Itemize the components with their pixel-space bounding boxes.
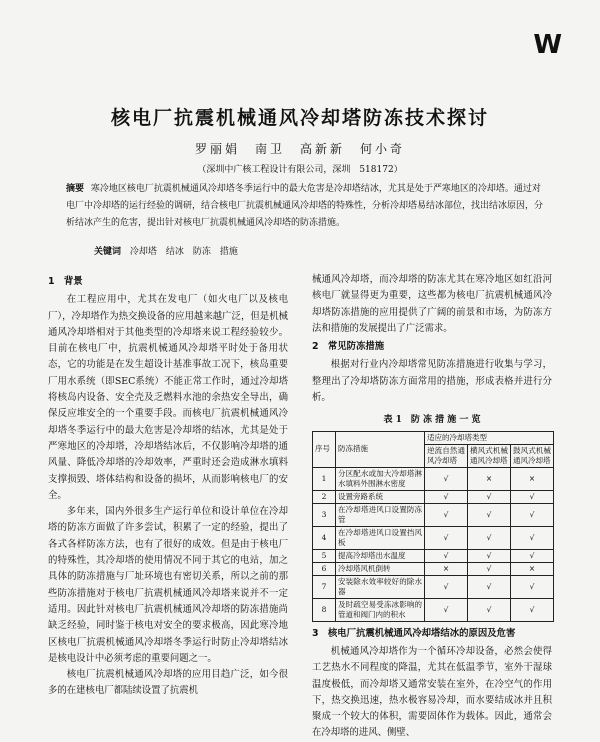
table-header-type: 横风式机械通风冷却塔 [468,444,511,467]
affiliation: （深圳中广核工程设计有限公司，深圳 518172） [197,165,403,175]
table-cell-mark: √ [511,575,554,598]
table-cell-no: 5 [313,549,336,562]
authors: 罗丽娟 南卫 高新新 何小奇 [194,142,405,156]
table-cell-mark: √ [425,598,468,621]
paper-title: 核电厂抗震机械通风冷却塔防冻技术探讨 [110,107,489,129]
table-cell-mark: × [511,467,554,490]
paragraph: 多年来，国内外很多生产运行单位和设计单位在冷却塔的防冻方面做了许多尝试，积累了一定的经验，提出了各式各样防冻方法，也有了很好的成效。但是由于核电厂的特殊性，其冷却塔的使用情况不同于其它的电站，加之具体的防冻措施与厂址环境也有密切关系，所以之前的那些防冻措施对于核电厂抗震机械通风冷却塔来说并不一定适用。因此针对核电厂抗震机械通风冷却塔的防冻措施尚缺乏经验，同时鉴于核电对安全的要求极高，因此寒冷地区核电厂抗震机械通风冷却塔冬季运行时防止冷却塔结冰是核电设计中必须考虑的重要问题之一。 [48,506,288,664]
table-cell-mark: √ [468,598,511,621]
table-cell-mark: √ [511,490,554,503]
table-cell-mark: √ [468,526,511,549]
table-cell-mark: × [468,467,511,490]
table-row [313,562,554,575]
table-header-no: 序号 [313,431,336,467]
table-cell-no: 1 [313,467,336,490]
paragraph: 机械通风冷却塔作为一个循环冷却设备，必然会使得工艺热水不同程度的降温，尤其在低温季节，室外干湿球温度极低，而冷却塔又通常安装在室外，在冷空气的作用下，热交换迅速，热水极容易冷却，而水要结成冰并且积聚成一个较大的体积，需要固体作为载体。因此，通常会在冷却塔的进风、侧壁、 [312,645,552,739]
keywords-text: 冷却塔 结冰 防冻 措施 [129,247,238,257]
table-cell-no: 2 [313,490,336,503]
table-cell-mark: × [425,562,468,575]
table-cell-mark: √ [425,549,468,562]
table-row [313,526,554,549]
table-cell-mark: √ [468,575,511,598]
paragraph: 在工程应用中，尤其在发电厂（如火电厂以及核电厂），冷却塔作为热交换设备的应用越来越广泛，但是机械通风冷却塔相对于其他类型的冷却塔来说工程经验较少。目前在核电厂中，抗震机械通风冷却塔平时处于备用状态，它的功能是在发生超设计基准事故工况下，核岛重要厂用水系统（即SEC系统）不能正常工作时，通过冷却塔将核岛内设备、安全壳及乏燃料水池的余热安全导出，确保反应堆安全的一个重要手段。而核电厂抗震机械通风冷却塔冬季运行中的最大危害是冷却塔的结冰，尤其是处于严寒地区的冷却塔，冷却塔结冰后，不仅影响冷却塔的通风量、降低冷却塔的冷却效率，严重时还会造成淋水填料支撑损毁、塔体结构和设备的损坏，从而影响核电厂的安全。 [48,294,288,501]
table-cell-measure: 分区配水或加大冷却塔淋水填料外围淋水密度 [336,467,425,490]
table-header-measure: 防冻措施 [336,431,425,467]
table-cell-measure: 在冷却塔进风口设置防冻管 [336,503,425,526]
paragraph: 根据对行业内冷却塔常见防冻措施进行收集与学习，整理出了冷却塔防冻方面常用的措施，形成表格并进行分析。 [312,359,552,404]
paragraph: 械通风冷却塔，而冷却塔的防冻尤其在寒冷地区如红沿河核电厂就显得更为重要，这些都为核电厂抗震机械通风冷却塔防冻措施的应用提供了广阔的前景和市场，为防冻方法和措施的发展提出了广泛需求。 [312,274,552,334]
table-cell-measure: 冷却塔风机倒转 [336,562,425,575]
measures-table [312,431,554,622]
table-cell-no: 6 [313,562,336,575]
table-cell-no: 7 [313,575,336,598]
table-cell-measure: 设置旁路系统 [336,490,425,503]
table-cell-mark: √ [511,526,554,549]
abstract-text: 寒冷地区核电厂抗震机械通风冷却塔冬季运行中的最大危害是冷却塔结冰，尤其是处于严寒地区的冷却塔。通过对电厂中冷却塔的运行经验的调研，结合核电厂抗震机械通风冷却塔的特殊性，分析冷却塔易结冰部位，找出结冰原因，分析结冰产生的危害，提出针对核电厂抗震机械通风冷却塔的防冻措施。 [66,184,544,228]
table-cell-mark: √ [425,467,468,490]
table-cell-mark: √ [468,549,511,562]
paragraph: 核电厂抗震机械通风冷却塔的应用目趋广泛，如今很多的在建核电厂都陆续设置了抗震机 [48,669,288,697]
table-cell-mark: √ [425,526,468,549]
table-row [313,575,554,598]
table-cell-measure: 及时疏空易受冻冰影响的管道和阀门内的积水 [336,598,425,621]
table-cell-mark: √ [511,598,554,621]
journal-logo: W [533,30,558,60]
table-cell-mark: √ [511,549,554,562]
table-cell-mark: √ [468,503,511,526]
abstract-label: 摘要 [66,184,85,194]
section-heading: 2 常见防冻措施 [312,341,385,353]
table-cell-mark: √ [468,490,511,503]
table-cell-mark: √ [425,490,468,503]
table-cell-mark: √ [425,575,468,598]
table-cell-measure: 在冷却塔进风口设置挡风板 [336,526,425,549]
table-header-group: 适应的冷却塔类型 [425,431,554,444]
table-cell-no: 8 [313,598,336,621]
table-cell-no: 4 [313,526,336,549]
table-body [313,467,554,621]
table-cell-measure: 提高冷却塔出水温度 [336,549,425,562]
table-row [313,490,554,503]
abstract [66,181,546,232]
table-cell-mark: √ [511,503,554,526]
section-heading: 1 背景 [48,276,83,287]
left-column [48,272,288,700]
table-caption: 表 1 防 冻 措 施 一 览 [383,415,481,426]
table-cell-mark: √ [425,503,468,526]
table-header-type: 鼓风式机械通风冷却塔 [511,444,554,467]
table-row [313,598,554,621]
table-cell-no: 3 [313,503,336,526]
keywords [94,244,238,257]
table-cell-measure: 安装除水效率较好的除水器 [336,575,425,598]
table-row [313,503,554,526]
table-cell-mark: × [511,562,554,575]
table-cell-mark: √ [468,562,511,575]
section-heading: 3 核电厂抗震机械通风冷却塔结冰的原因及危害 [312,627,516,639]
table-row [313,467,554,490]
keywords-label: 关键词 [94,247,122,257]
table-header-type: 逆流自然通风冷却塔 [425,444,468,467]
table-row [313,549,554,562]
right-column [312,272,552,742]
